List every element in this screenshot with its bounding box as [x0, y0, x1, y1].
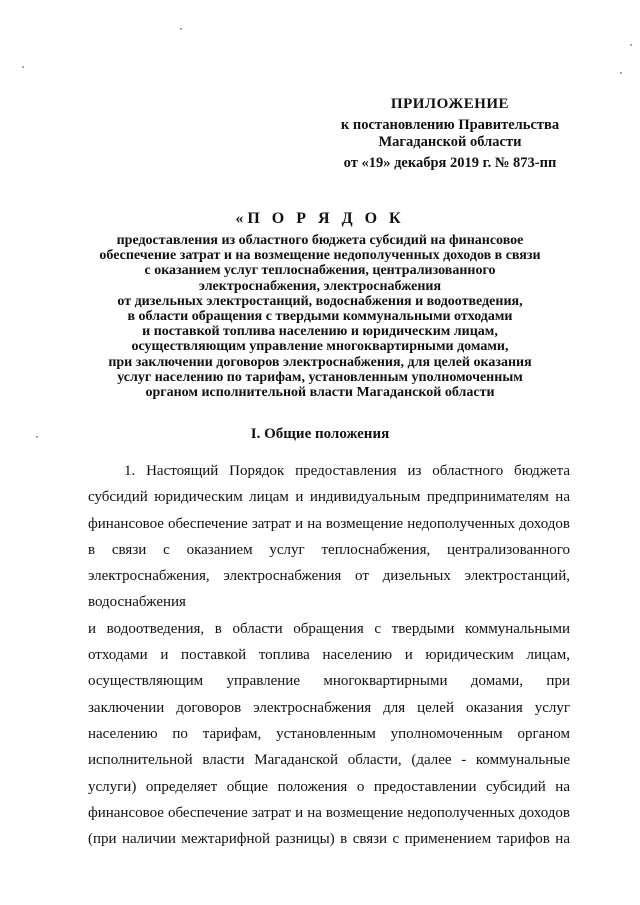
body-line: субсидий юридическим лицам и индивидуальным предпринимателям на: [88, 489, 570, 506]
body-line: водоснабжения: [88, 594, 186, 611]
body-line: осуществляющим управление многоквартирными домами, при: [88, 673, 570, 690]
subtitle-line: в области обращения с твердыми коммунальными отходами: [127, 309, 513, 325]
body-paragraph: [88, 458, 570, 852]
scan-speck: [36, 436, 38, 438]
body-line: исполнительной власти Магаданской области, (далее - коммунальные: [88, 752, 570, 769]
subtitle-line: осуществляющим управление многоквартирными домами,: [131, 339, 509, 355]
subtitle-line: с оказанием услуг теплоснабжения, централизованного: [144, 263, 496, 279]
appendix-line: от «19» декабря 2019 г. № 873-пп: [343, 155, 557, 171]
subtitle-line: электроснабжения, электроснабжения: [198, 278, 442, 294]
body-line: финансовое обеспечение затрат и на возмещение недополученных доходов: [88, 515, 570, 532]
section-title: I. Общие положения: [250, 426, 390, 442]
body-line: и водоотведения, в области обращения с твердыми коммунальными: [88, 620, 570, 637]
scan-speck: [620, 72, 622, 74]
subtitle-line: обеспечение затрат и на возмещение недополученных доходов в связи: [99, 248, 541, 264]
subtitle-line: и поставкой топлива населению и юридическим лицам,: [142, 324, 498, 340]
body-line: заключении договоров электроснабжения для целей оказания услуг: [88, 699, 570, 716]
body-line: финансовое обеспечение затрат и на возмещение недополученных доходов: [88, 804, 570, 821]
appendix-header: [300, 96, 600, 172]
body-line: отходами и поставкой топлива населению и юридическим лицам,: [88, 647, 570, 664]
scan-speck: [22, 66, 24, 68]
subtitle-line: от дизельных электростанций, водоснабжения и водоотведения,: [117, 293, 523, 309]
order-subtitle: [60, 233, 580, 400]
body-line: 1. Настоящий Порядок предоставления из областного бюджета: [124, 463, 570, 479]
subtitle-line: при заключении договоров электроснабжения, для целей оказания: [108, 354, 532, 370]
scan-speck: [630, 44, 632, 46]
body-line: населению по тарифам, установленным уполномоченным органом: [88, 725, 570, 742]
subtitle-line: органом исполнительной власти Магаданской области: [145, 385, 495, 401]
body-line: в связи с оказанием услуг теплоснабжения, централизованного: [88, 541, 570, 558]
subtitle-line: услуг населению по тарифам, установленным уполномоченным: [117, 369, 523, 385]
scan-speck: [180, 28, 182, 30]
order-title: «П О Р Я Д О К: [235, 210, 405, 227]
subtitle-line: предоставления из областного бюджета субсидий на финансовое: [116, 233, 524, 248]
appendix-line: к постановлению Правительства: [340, 117, 560, 133]
body-line: (при наличии межтарифной разницы) в связи с применением тарифов на: [88, 831, 570, 848]
body-line: услуги) определяет общие положения о предоставлении субсидий на: [88, 778, 570, 795]
appendix-line: Магаданской области: [378, 134, 522, 150]
appendix-title: ПРИЛОЖЕНИЕ: [390, 96, 510, 112]
body-line: электроснабжения, электроснабжения от дизельных электростанций,: [88, 568, 570, 585]
